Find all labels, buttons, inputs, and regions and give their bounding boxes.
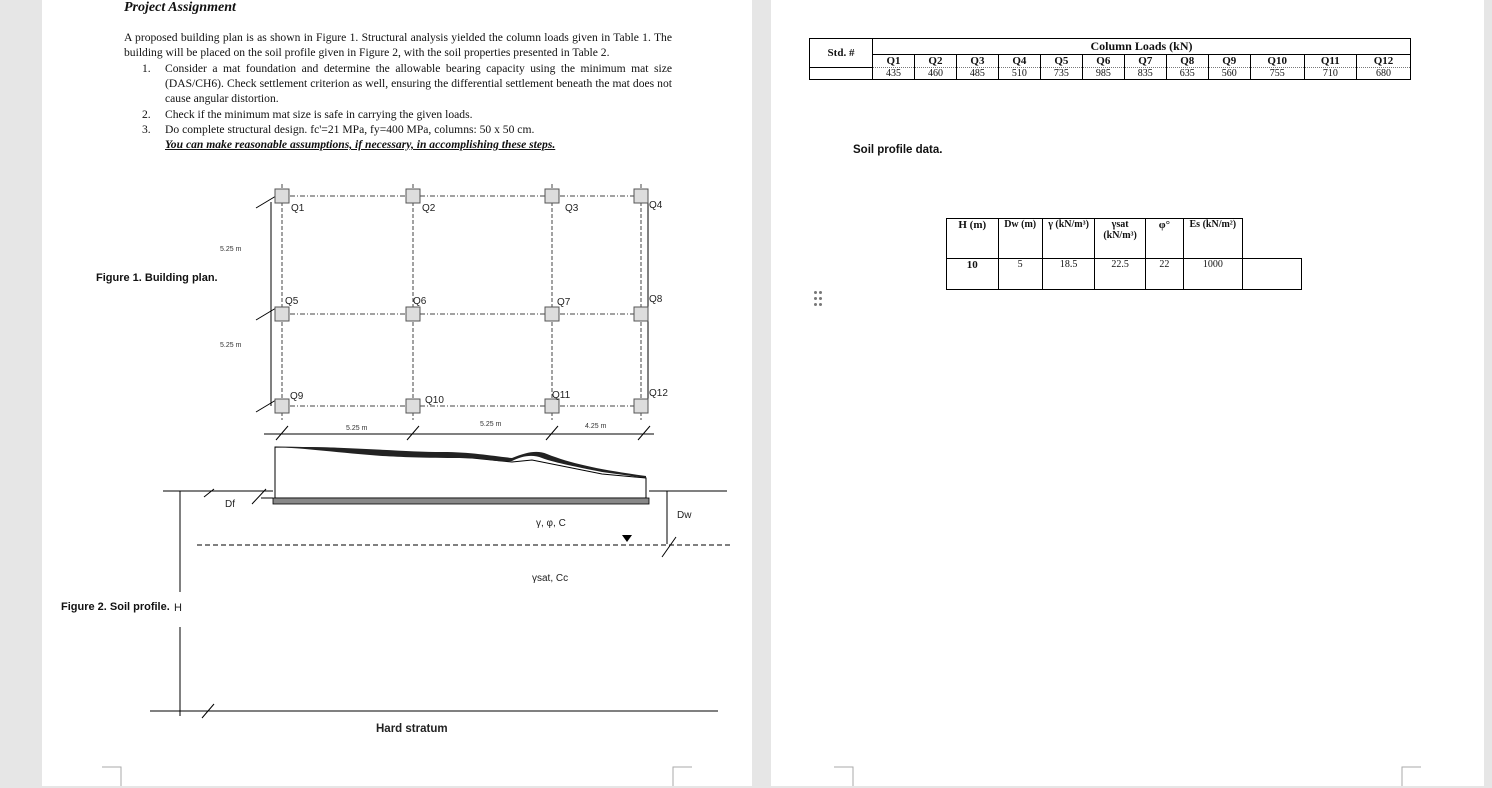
load-column-header: Q5 (1040, 55, 1082, 68)
column-label: Q11 (552, 390, 571, 401)
h-label: H (174, 602, 182, 614)
df-label: Df (225, 499, 235, 510)
load-column-header: Q9 (1208, 55, 1250, 68)
load-column-header: Q6 (1082, 55, 1124, 68)
margin-corner-mark (672, 766, 692, 786)
soil-header-h: H (m) (947, 219, 999, 259)
load-value-cell: 435 (873, 68, 915, 80)
task-item: Do complete structural design. fc'=21 MPa, fy=400 MPa, columns: 50 x 50 cm. (165, 123, 535, 136)
std-number-cell (810, 68, 873, 80)
load-column-header: Q8 (1166, 55, 1208, 68)
task-number: 3. (142, 123, 151, 136)
soil-header-empty (1242, 219, 1301, 259)
column-q1 (275, 189, 289, 203)
column-label: Q10 (425, 395, 444, 406)
load-value-cell: 835 (1124, 68, 1166, 80)
soil-header-gamma: γ (kN/m³) (1042, 219, 1095, 259)
soil-value-gamma-sat: 22.5 (1095, 259, 1145, 290)
soil-value-phi: 22 (1145, 259, 1183, 290)
load-value-cell: 755 (1250, 68, 1304, 80)
std-number-header: Std. # (810, 39, 873, 68)
load-value-cell: 985 (1082, 68, 1124, 80)
margin-corner-mark (1401, 766, 1421, 786)
col-spacing-label: 5.25 m (480, 421, 502, 428)
margin-corner-mark (834, 766, 854, 786)
document-page-right (771, 0, 1484, 786)
column-label: Q8 (649, 294, 663, 305)
row-spacing-label: 5.25 m (220, 246, 242, 253)
column-label: Q5 (285, 296, 299, 307)
column-q9 (275, 399, 289, 413)
load-value-cell: 510 (998, 68, 1040, 80)
figure2-caption: Figure 2. Soil profile. (61, 601, 170, 613)
soil-profile-table (946, 218, 1302, 290)
task-item: Check if the minimum mat size is safe in carrying the given loads. (165, 108, 473, 121)
column-label: Q3 (565, 203, 579, 214)
soil-value-empty (1242, 259, 1301, 290)
column-label: Q7 (557, 297, 571, 308)
column-q12 (634, 399, 648, 413)
column-q2 (406, 189, 420, 203)
soil-value-es: 1000 (1183, 259, 1242, 290)
column-label: Q6 (413, 296, 427, 307)
soil-value-dw: 5 (998, 259, 1042, 290)
hard-stratum-label: Hard stratum (376, 723, 448, 735)
column-loads-table (809, 38, 1411, 80)
column-q3 (545, 189, 559, 203)
column-q4 (634, 189, 648, 203)
load-value-cell: 635 (1166, 68, 1208, 80)
column-q11 (545, 399, 559, 413)
figure1-caption: Figure 1. Building plan. (96, 272, 218, 284)
load-column-header: Q4 (998, 55, 1040, 68)
column-q6 (406, 307, 420, 321)
load-column-header: Q3 (956, 55, 998, 68)
load-value-cell: 485 (956, 68, 998, 80)
document-page-left (42, 0, 752, 786)
load-column-header: Q7 (1124, 55, 1166, 68)
load-column-header: Q1 (873, 55, 915, 68)
column-label: Q1 (291, 203, 305, 214)
column-q5 (275, 307, 289, 321)
soil-header-gamma-sat: γsat (kN/m³) (1095, 219, 1145, 259)
lower-layer-label: γsat, Cc (532, 573, 569, 584)
column-label: Q2 (422, 203, 436, 214)
column-loads-header: Column Loads (kN) (873, 39, 1411, 55)
column-q7 (545, 307, 559, 321)
load-value-cell: 680 (1357, 68, 1411, 80)
col-spacing-label: 5.25 m (346, 425, 368, 432)
load-value-cell: 560 (1208, 68, 1250, 80)
column-label: Q4 (649, 200, 663, 211)
column-q10 (406, 399, 420, 413)
load-value-cell: 460 (914, 68, 956, 80)
load-column-header: Q11 (1304, 55, 1356, 68)
soil-value-h: 10 (947, 259, 999, 290)
col-spacing-label: 4.25 m (585, 423, 607, 430)
soil-header-phi: φ° (1145, 219, 1183, 259)
load-value-cell: 710 (1304, 68, 1356, 80)
table-move-handle[interactable] (814, 291, 822, 309)
margin-corner-mark (102, 766, 122, 786)
load-value-cell: 735 (1040, 68, 1082, 80)
assumption-note: You can make reasonable assumptions, if necessary, in accomplishing these steps. (165, 138, 556, 151)
row-spacing-label: 5.25 m (220, 342, 242, 349)
document-title: Project Assignment (124, 0, 236, 15)
soil-header-dw: Dw (m) (998, 219, 1042, 259)
soil-header-es: Es (kN/m²) (1183, 219, 1242, 259)
column-label: Q9 (290, 391, 304, 402)
upper-layer-label: γ, φ, C (536, 518, 566, 529)
intro-paragraph: A proposed building plan is as shown in Figure 1. Structural analysis yielded the column loads given in Table 1. The building will be placed on the soil profile given in Figure 2, with the soil properties presented in Table 2. (124, 31, 672, 59)
soil-profile-figure (150, 447, 732, 718)
load-column-header: Q2 (914, 55, 956, 68)
dw-label: Dw (677, 510, 692, 521)
load-column-header: Q12 (1357, 55, 1411, 68)
task-number: 2. (142, 108, 151, 121)
soil-profile-heading: Soil profile data. (853, 144, 943, 156)
column-q8 (634, 307, 648, 321)
task-item: Consider a mat foundation and determine the allowable bearing capacity using the minimum mat size (DAS/CH6). Check settlement criterion as well, ensuring the differential settlement beneath the mat does not cause angular distortion. (165, 62, 672, 105)
load-column-header: Q10 (1250, 55, 1304, 68)
task-number: 1. (142, 62, 151, 75)
soil-value-gamma: 18.5 (1042, 259, 1095, 290)
column-label: Q12 (649, 388, 668, 399)
building-plan-figure (42, 0, 752, 786)
